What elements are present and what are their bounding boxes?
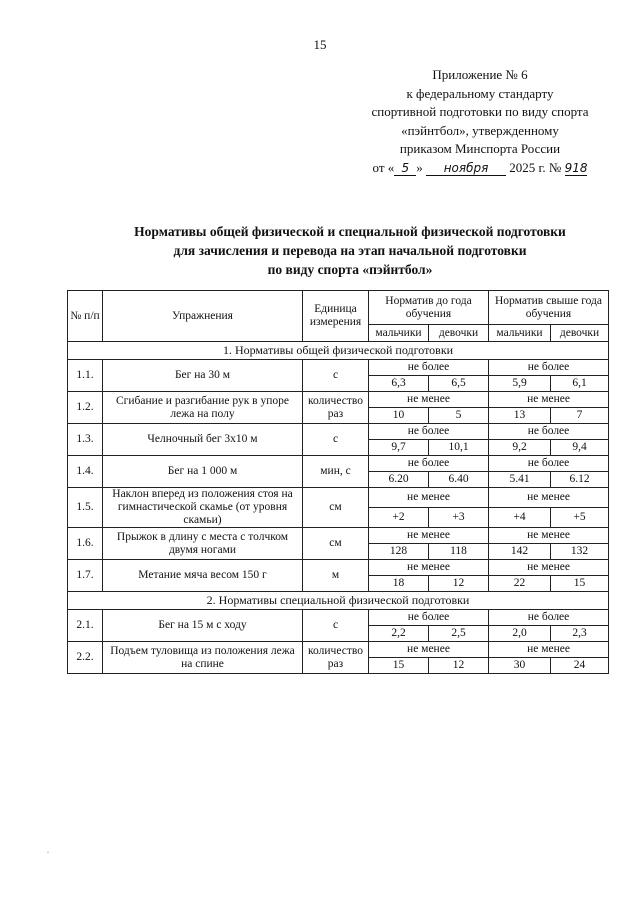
exercise-name: Метание мяча весом 150 г — [103, 560, 303, 592]
title-line: по виду спорта «пэйнтбол» — [267, 262, 433, 277]
table-row — [68, 560, 609, 576]
header-boys: мальчики — [369, 325, 429, 342]
row-number: 1.6. — [68, 528, 103, 560]
condition-cell: не более — [369, 610, 489, 626]
value-cell: 30 — [489, 658, 551, 674]
appendix-line: приказом Минспорта России — [399, 141, 561, 157]
exercise-name: Бег на 30 м — [103, 360, 303, 392]
unit-cell: количество раз — [303, 392, 369, 424]
value-cell: 7 — [551, 408, 609, 424]
condition-cell: не менее — [369, 488, 489, 508]
value-cell: 2,0 — [489, 626, 551, 642]
table-row — [68, 610, 609, 626]
value-cell: 5,9 — [489, 376, 551, 392]
row-number: 1.4. — [68, 456, 103, 488]
value-cell: 24 — [551, 658, 609, 674]
order-date-line — [340, 159, 620, 178]
exercise-name: Сгибание и разгибание рук в упоре лежа на полу — [103, 392, 303, 424]
unit-cell: м — [303, 560, 369, 592]
scan-mark: ˚ — [45, 849, 53, 860]
page-number: 15 — [313, 37, 327, 52]
condition-cell: не менее — [369, 392, 489, 408]
value-cell: 142 — [489, 544, 551, 560]
value-cell: 2,3 — [551, 626, 609, 642]
value-cell: 12 — [429, 576, 489, 592]
condition-cell: не менее — [489, 560, 609, 576]
condition-cell: не более — [489, 456, 609, 472]
unit-cell: мин, с — [303, 456, 369, 488]
header-group2: Норматив свыше года обучения — [489, 291, 609, 325]
row-number: 1.5. — [68, 488, 103, 528]
row-number: 2.2. — [68, 642, 103, 674]
exercise-name: Прыжок в длину с места с толчком двумя ногами — [103, 528, 303, 560]
condition-cell: не более — [489, 424, 609, 440]
value-cell: 9,2 — [489, 440, 551, 456]
document-title — [60, 222, 640, 279]
exercise-name: Бег на 15 м с ходу — [103, 610, 303, 642]
section-title: 1. Нормативы общей физической подготовки — [68, 342, 609, 360]
value-cell: 5.41 — [489, 472, 551, 488]
condition-cell: не менее — [489, 488, 609, 508]
condition-cell: не менее — [489, 528, 609, 544]
condition-cell: не менее — [369, 560, 489, 576]
value-cell: 6.40 — [429, 472, 489, 488]
appendix-line: «пэйнтбол», утвержденному — [401, 122, 559, 138]
header-num: № п/п — [68, 291, 103, 342]
row-number: 2.1. — [68, 610, 103, 642]
value-cell: 2,2 — [369, 626, 429, 642]
value-cell: 118 — [429, 544, 489, 560]
header-unit: Единица измерения — [303, 291, 369, 342]
order-year: 2025 г. № — [509, 159, 562, 175]
value-cell: 10 — [369, 408, 429, 424]
value-cell: 9,4 — [551, 440, 609, 456]
value-cell: 6.20 — [369, 472, 429, 488]
exercise-name: Челночный бег 3x10 м — [103, 424, 303, 456]
value-cell: +3 — [429, 508, 489, 528]
value-cell: 10,1 — [429, 440, 489, 456]
value-cell: +5 — [551, 508, 609, 528]
appendix-line: Приложение № 6 — [432, 67, 528, 82]
table-row — [68, 528, 609, 544]
unit-cell: с — [303, 360, 369, 392]
date-prefix: от « — [372, 159, 395, 175]
table-row — [68, 488, 609, 508]
value-cell: 15 — [551, 576, 609, 592]
value-cell: 5 — [429, 408, 489, 424]
value-cell: 6,1 — [551, 376, 609, 392]
condition-cell: не менее — [489, 642, 609, 658]
condition-cell: не более — [369, 456, 489, 472]
row-number: 1.2. — [68, 392, 103, 424]
condition-cell: не более — [369, 360, 489, 376]
row-number: 1.1. — [68, 360, 103, 392]
exercise-name: Бег на 1 000 м — [103, 456, 303, 488]
unit-cell: с — [303, 610, 369, 642]
value-cell: 9,7 — [369, 440, 429, 456]
date-mid: » — [416, 159, 423, 175]
unit-cell: см — [303, 488, 369, 528]
title-line: для зачисления и перевода на этап начальной подготовки — [173, 243, 527, 258]
header-girls: девочки — [551, 325, 609, 342]
table-row — [68, 360, 609, 376]
row-number: 1.7. — [68, 560, 103, 592]
table-row — [68, 392, 609, 408]
title-line: Нормативы общей физической и специальной физической подготовки — [134, 224, 566, 239]
value-cell: 6,3 — [369, 376, 429, 392]
norms-table — [67, 290, 609, 674]
value-cell: 132 — [551, 544, 609, 560]
condition-cell: не менее — [369, 642, 489, 658]
value-cell: 18 — [369, 576, 429, 592]
unit-cell: с — [303, 424, 369, 456]
value-cell: 2,5 — [429, 626, 489, 642]
table-row — [68, 642, 609, 658]
section-title: 2. Нормативы специальной физической подготовки — [68, 592, 609, 610]
value-cell: 6.12 — [551, 472, 609, 488]
condition-cell: не менее — [369, 528, 489, 544]
order-day: 5 — [394, 161, 416, 176]
header-group1: Норматив до года обучения — [369, 291, 489, 325]
value-cell: 13 — [489, 408, 551, 424]
table-row — [68, 456, 609, 472]
value-cell: 128 — [369, 544, 429, 560]
condition-cell: не менее — [489, 392, 609, 408]
order-month: ноября — [426, 161, 506, 176]
condition-cell: не более — [489, 610, 609, 626]
value-cell: +2 — [369, 508, 429, 528]
appendix-line: к федеральному стандарту — [406, 85, 554, 101]
exercise-name: Подъем туловища из положения лежа на спине — [103, 642, 303, 674]
appendix-block — [340, 66, 620, 178]
value-cell: 12 — [429, 658, 489, 674]
appendix-line: спортивной подготовки по виду спорта — [371, 104, 589, 120]
unit-cell: см — [303, 528, 369, 560]
value-cell: 15 — [369, 658, 429, 674]
unit-cell: количество раз — [303, 642, 369, 674]
value-cell: 6,5 — [429, 376, 489, 392]
header-boys: мальчики — [489, 325, 551, 342]
condition-cell: не более — [489, 360, 609, 376]
condition-cell: не более — [369, 424, 489, 440]
row-number: 1.3. — [68, 424, 103, 456]
header-girls: девочки — [429, 325, 489, 342]
header-exercise: Упражнения — [103, 291, 303, 342]
value-cell: 22 — [489, 576, 551, 592]
order-number: 918 — [564, 160, 588, 175]
value-cell: +4 — [489, 508, 551, 528]
table-row — [68, 424, 609, 440]
exercise-name: Наклон вперед из положения стоя на гимнастической скамье (от уровня скамьи) — [103, 488, 303, 528]
